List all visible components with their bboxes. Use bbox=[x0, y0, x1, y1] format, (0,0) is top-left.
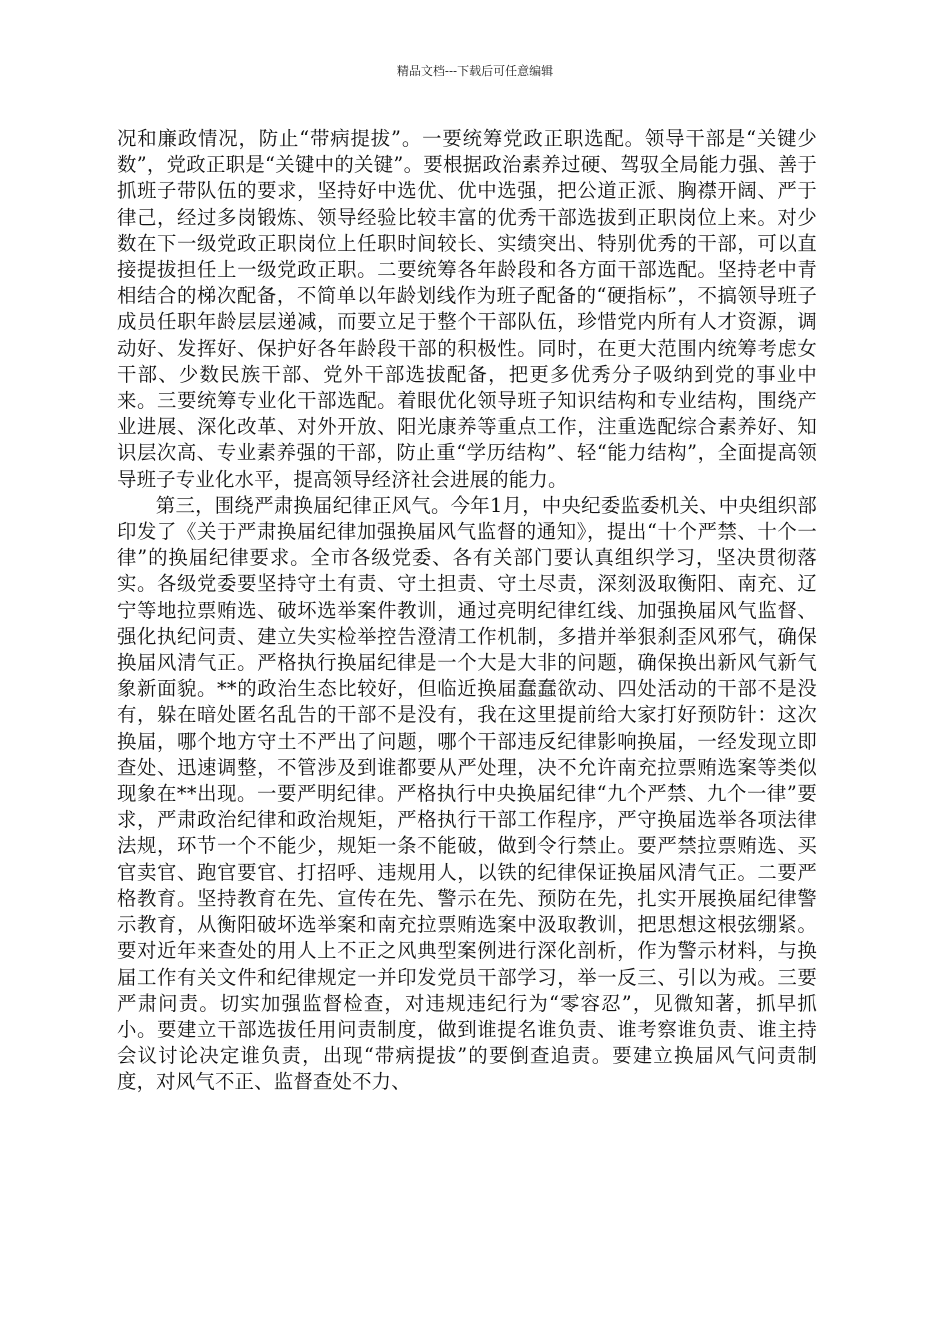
page-header: 精品文档---下载后可任意编辑 bbox=[396, 64, 554, 78]
document-body bbox=[117, 126, 817, 1096]
paragraph-third-point: 第三，围绕严肃换届纪律正风气。今年1月，中央纪委监委机关、中央组织部印发了《关于严肃换届纪律加强换届风气监督的通知》，提出“十个严禁、十个一律”的换届纪律要求。全市各级党委、各有关部门要认真组织学习，坚决贯彻落实。各级党委要坚持守土有责、守土担责、守土尽责，深刻汲取衡阳、南充、辽宁等地拉票贿选、破坏选举案件教训，通过亮明纪律红线、加强换届风气监督、强化执纪问责、建立失实检举控告澄清工作机制，多措并举狠刹歪风邪气，确保换届风清气正。严格执行换届纪律是一个大是大非的问题，确保换出新风气新气象新面貌。**的政治生态比较好，但临近换届蠢蠢欲动、四处活动的干部不是没有，躲在暗处匿名乱告的干部不是没有，我在这里提前给大家打好预防针：这次换届，哪个地方守土不严出了问题，哪个干部违反纪律影响换届，一经发现立即查处、迅速调整，不管涉及到谁都要从严处理，决不允许南充拉票贿选案等类似现象在**出现。一要严明纪律。严格执行中央换届纪律“九个严禁、九个一律”要求，严肃政治纪律和政治规矩，严格执行干部工作程序，严守换届选举各项法律法规，环节一个不能少，规矩一条不能破，做到令行禁止。要严禁拉票贿选、买官卖官、跑官要官、打招呼、违规用人，以铁的纪律保证换届风清气正。二要严格教育。坚持教育在先、宣传在先、警示在先、预防在先，扎实开展换届纪律警示教育，从衡阳破坏选举案和南充拉票贿选案中汲取教训，把思想这根弦绷紧。要对近年来查处的用人上不正之风典型案例进行深化剖析，作为警示材料，与换届工作有关文件和纪律规定一并印发党员干部学习，举一反三、引以为戒。三要严肃问责。切实加强监督检查，对违规违纪行为“零容忍”，见微知著，抓早抓小。要建立干部选拔任用问责制度，做到谁提名谁负责、谁考察谁负责、谁主持会议讨论决定谁负责，出现“带病提拔”的要倒查追责。要建立换届风气问责制度，对风气不正、监督查处不力、 bbox=[117, 493, 817, 1094]
paragraph-continuation: 况和廉政情况，防止“带病提拔”。一要统筹党政正职选配。领导干部是“关键少数”，党政正职是“关键中的关键”。要根据政治素养过硬、驾驭全局能力强、善于抓班子带队伍的要求，坚持好中选优、优中选强，把公道正派、胸襟开阔、严于律己，经过多岗锻炼、领导经验比较丰富的优秀干部选拔到正职岗位上来。对少数在下一级党政正职岗位上任职时间较长、实绩突出、特别优秀的干部，可以直接提拔担任上一级党政正职。二要统筹各年龄段和各方面干部选配。坚持老中青相结合的梯次配备，不简单以年龄划线作为班子配备的“硬指标”，不搞领导班子成员任职年龄层层递减，而要立足于整个干部队伍，珍惜党内所有人才资源，调动好、发挥好、保护好各年龄段干部的积极性。同时，在更大范围内统筹考虑女干部、少数民族干部、党外干部选拔配备，把更多优秀分子吸纳到党的事业中来。三要统筹专业化干部选配。着眼优化领导班子知识结构和专业结构，围绕产业进展、深化改革、对外开放、阳光康养等重点工作，注重选配综合素养好、知识层次高、专业素养强的干部，防止重“学历结构”、轻“能力结构”，全面提高领导班子专业化水平，提高领导经济社会进展的能力。 bbox=[117, 127, 817, 491]
